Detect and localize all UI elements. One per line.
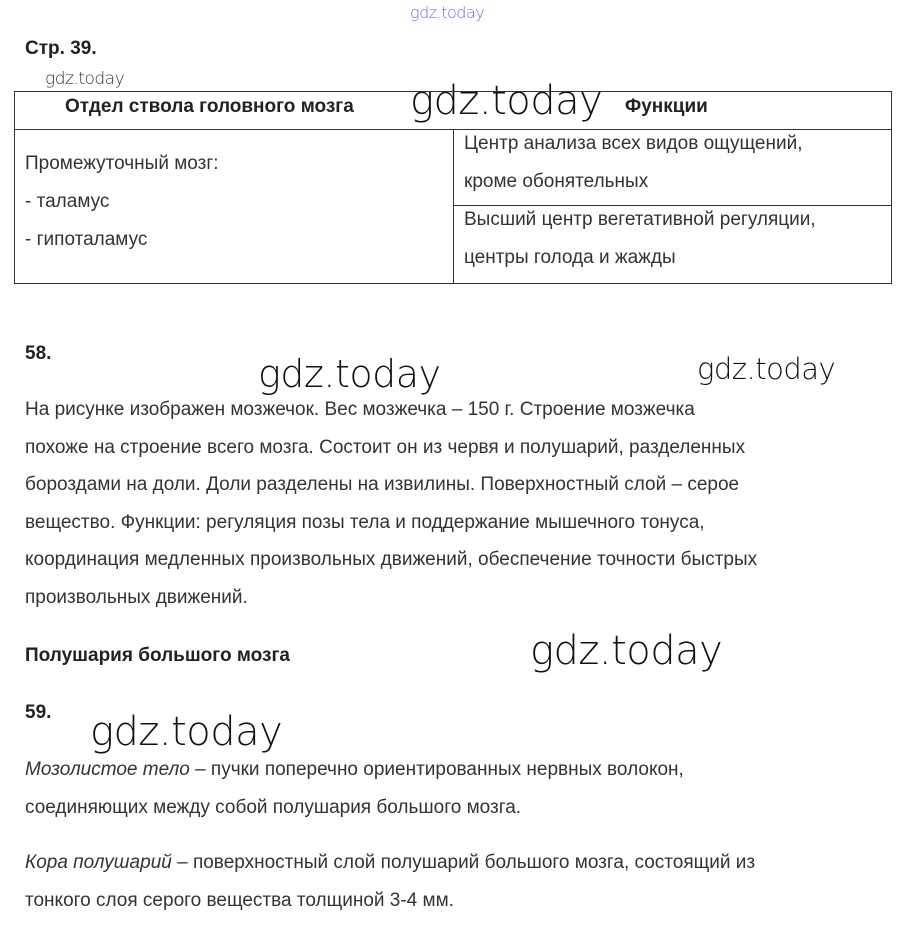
definition-cortex xyxy=(25,844,755,919)
cell-line: - гипоталамус xyxy=(25,229,148,250)
cell-line: Высший центр вегетативной регуляции, xyxy=(464,209,816,230)
definition-corpus-callosum xyxy=(25,751,684,826)
paragraph-line: похоже на строение всего мозга. Состоит он из червя и полушарий, разделенных xyxy=(25,436,746,458)
cell-line: Промежуточный мозг: xyxy=(25,153,219,174)
watermark-top: gdz.today xyxy=(410,3,485,22)
watermark-small: gdz.today xyxy=(45,69,125,89)
exercise-59-number: 59. xyxy=(25,702,52,723)
paragraph-line: На рисунке изображен мозжечок. Вес мозжечка – 150 г. Строение мозжечка xyxy=(25,399,695,420)
paragraph-line: соединяющих между собой полушария большого мозга. xyxy=(25,796,522,818)
page-reference: Стр. 39. xyxy=(25,38,97,59)
exercise-58-text xyxy=(25,391,757,616)
paragraph-line xyxy=(25,751,684,789)
table-header-functions: Функции xyxy=(625,96,708,117)
table-cell-function-2 xyxy=(464,201,816,277)
table-header-section: Отдел ствола головного мозга xyxy=(65,96,354,117)
cell-line: центры голода и жажды xyxy=(464,247,676,268)
watermark-ex59: gdz.today xyxy=(90,709,283,755)
table-cell-section xyxy=(25,145,219,259)
watermark-ex58-right: gdz.today xyxy=(697,352,836,386)
paragraph-line: вещество. Функции: регуляция позы тела и поддержание мышечного тонуса, xyxy=(25,511,705,533)
cell-line: - таламус xyxy=(25,191,110,212)
cell-line: Центр анализа всех видов ощущений, xyxy=(464,133,803,154)
paragraph-line: координация медленных произвольных движений, обеспечение точности быстрых xyxy=(25,549,758,570)
watermark-section: gdz.today xyxy=(530,628,723,674)
exercise-58-number: 58. xyxy=(25,343,52,364)
table-column-divider xyxy=(453,129,454,284)
watermark-ex58-left: gdz.today xyxy=(258,352,441,396)
table-cell-function-1 xyxy=(464,125,802,201)
section-title: Полушария большого мозга xyxy=(25,645,290,666)
definition-term: Кора полушарий xyxy=(25,852,172,873)
paragraph-line: тонкого слоя серого вещества толщиной 3-4 мм. xyxy=(25,889,454,911)
definition-term: Мозолистое тело xyxy=(25,759,190,780)
definition-text: – пучки поперечно ориентированных нервных волокон, xyxy=(189,759,684,780)
paragraph-line: бороздами на доли. Доли разделены на извилины. Поверхностный слой – серое xyxy=(25,474,740,495)
paragraph-line xyxy=(25,844,755,882)
paragraph-line: произвольных движений. xyxy=(25,586,248,608)
watermark-header: gdz.today xyxy=(410,78,603,124)
cell-line: кроме обонятельных xyxy=(464,171,649,192)
definition-text: – поверхностный слой полушарий большого мозга, состоящий из xyxy=(171,852,756,873)
